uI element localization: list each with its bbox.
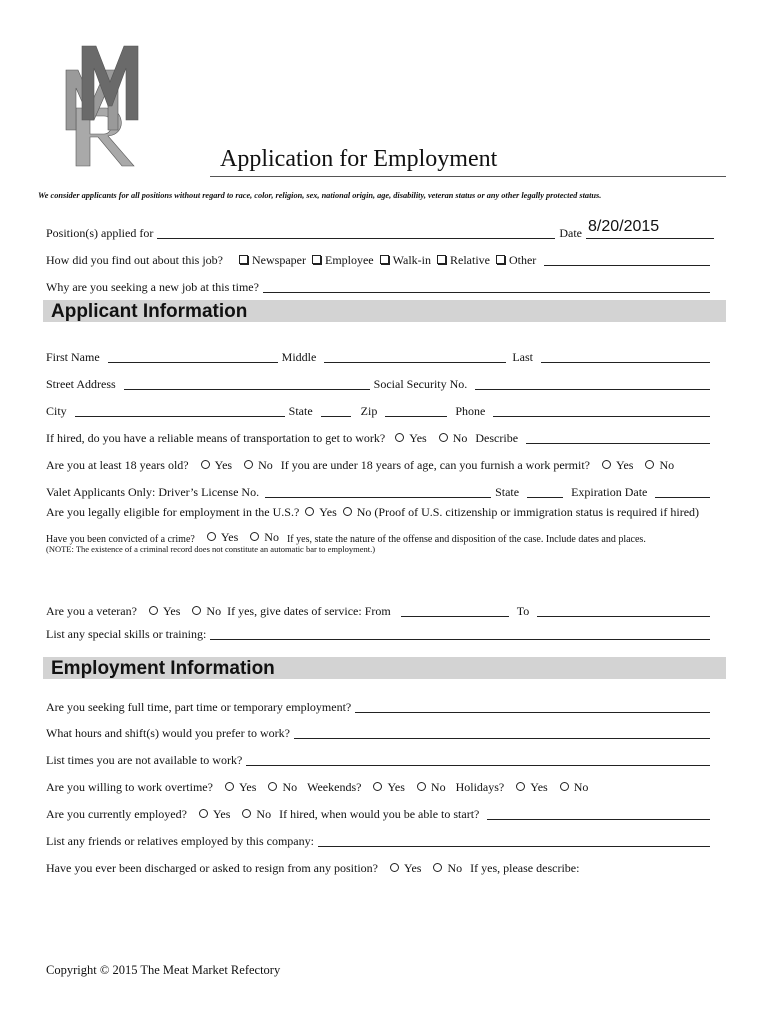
- last-label: Last: [512, 350, 534, 364]
- friends-field[interactable]: [318, 835, 710, 847]
- title-rule: [210, 176, 726, 177]
- discharged-yes[interactable]: [390, 861, 421, 876]
- start-field[interactable]: [487, 808, 710, 820]
- convicted-yes[interactable]: [207, 530, 238, 545]
- option-label: Newspaper: [252, 253, 306, 267]
- radio-icon: [602, 460, 611, 469]
- veteran-row: [46, 603, 714, 619]
- radio-icon: [516, 782, 525, 791]
- checkbox-icon: [312, 255, 321, 264]
- no-label: No: [430, 780, 446, 794]
- radio-icon: [225, 782, 234, 791]
- age-row: [46, 457, 714, 473]
- no-label: No: [573, 780, 589, 794]
- option-label: Relative: [450, 253, 490, 267]
- ssn-label: Social Security No.: [373, 377, 468, 391]
- overtime-no[interactable]: [268, 780, 297, 795]
- yes-label: Yes: [220, 530, 239, 544]
- employment-type-label: Are you seeking full time, part time or temporary employment?: [46, 700, 352, 714]
- position-row: [46, 218, 714, 241]
- yes-label: Yes: [319, 505, 337, 519]
- no-label: No (Proof of U.S. citizenship or immigration status is required if hired): [356, 505, 700, 519]
- start-question: If hired, when would you be able to start?: [279, 807, 480, 821]
- no-label: No: [452, 431, 468, 445]
- valet-row: [46, 484, 714, 500]
- veteran-no[interactable]: [192, 604, 221, 619]
- copyright-text: Copyright © 2015 The Meat Market Refectory: [46, 963, 281, 977]
- eligible-yes[interactable]: [305, 505, 336, 520]
- yes-label: Yes: [530, 780, 548, 794]
- radio-icon: [433, 863, 442, 872]
- license-state-label: State: [495, 485, 520, 499]
- service-to-label: To: [516, 604, 530, 618]
- veteran-question: Are you a veteran?: [46, 604, 137, 618]
- phone-label: Phone: [455, 404, 486, 418]
- yes-label: Yes: [615, 458, 634, 472]
- radio-icon: [250, 532, 259, 541]
- yes-label: Yes: [404, 861, 422, 875]
- other-field[interactable]: [544, 254, 710, 266]
- no-label: No: [659, 458, 675, 472]
- friends-label: List any friends or relatives employed by this company:: [46, 834, 314, 848]
- convicted-row: [46, 529, 714, 545]
- employed-no[interactable]: [242, 807, 271, 822]
- weekends-question: Weekends?: [307, 780, 362, 794]
- radio-icon: [268, 782, 277, 791]
- no-label: No: [282, 780, 298, 794]
- state-field[interactable]: [321, 405, 351, 417]
- permit-question: If you are under 18 years of age, can you furnish a work permit?: [280, 458, 590, 472]
- holidays-yes[interactable]: [516, 780, 547, 795]
- license-field[interactable]: [265, 486, 491, 498]
- eligible-question: Are you legally eligible for employment in the U.S.?: [46, 505, 300, 519]
- yes-label: Yes: [214, 458, 233, 472]
- date-value: 8/20/2015: [588, 218, 660, 235]
- first-name-field[interactable]: [108, 351, 278, 363]
- unavailable-row: [46, 752, 714, 768]
- position-field[interactable]: [157, 227, 555, 239]
- describe-field[interactable]: [526, 432, 710, 444]
- name-row: [46, 349, 714, 365]
- discharged-row: [46, 860, 714, 876]
- discharged-question: Have you ever been discharged or asked to resign from any position?: [46, 861, 379, 875]
- radio-icon: [417, 782, 426, 791]
- phone-field[interactable]: [493, 405, 710, 417]
- license-label: Valet Applicants Only: Driver’s License No.: [46, 485, 260, 499]
- radio-icon: [199, 809, 208, 818]
- option-label: Walk-in: [392, 253, 431, 267]
- employed-row: [46, 806, 714, 822]
- street-label: Street Address: [46, 377, 116, 391]
- company-logo: [62, 42, 146, 170]
- skills-row: [46, 626, 714, 642]
- radio-icon: [242, 809, 251, 818]
- hours-label: What hours and shift(s) would you prefer to work?: [46, 726, 290, 740]
- middle-field[interactable]: [324, 351, 506, 363]
- expiration-field[interactable]: [655, 486, 710, 498]
- overtime-question: Are you willing to work overtime?: [46, 780, 213, 794]
- radio-icon: [305, 507, 314, 516]
- weekends-yes[interactable]: [373, 780, 404, 795]
- skills-label: List any special skills or training:: [46, 627, 207, 641]
- convicted-question: Have you been convicted of a crime?: [46, 534, 195, 545]
- overtime-yes[interactable]: [225, 780, 256, 795]
- date-field[interactable]: [586, 218, 714, 239]
- radio-icon: [645, 460, 654, 469]
- employment-type-field[interactable]: [355, 701, 710, 713]
- radio-icon: [439, 433, 448, 442]
- yes-label: Yes: [409, 431, 427, 445]
- why-label: Why are you seeking a new job at this time?: [46, 280, 259, 294]
- service-from-field[interactable]: [401, 605, 509, 617]
- employment-type-row: [46, 699, 714, 715]
- age-question: Are you at least 18 years old?: [46, 458, 189, 472]
- no-label: No: [264, 530, 279, 544]
- transport-no[interactable]: [439, 431, 468, 446]
- skills-field[interactable]: [210, 628, 710, 640]
- convicted-no[interactable]: [250, 530, 279, 545]
- age-no[interactable]: [244, 458, 273, 473]
- position-label: Position(s) applied for: [46, 226, 154, 240]
- middle-label: Middle: [281, 350, 317, 364]
- unavailable-label: List times you are not available to work?: [46, 753, 243, 767]
- radio-icon: [207, 532, 216, 541]
- employed-yes[interactable]: [199, 807, 230, 822]
- address-row: [46, 376, 714, 392]
- employed-question: Are you currently employed?: [46, 807, 187, 821]
- hours-field[interactable]: [294, 727, 710, 739]
- date-label: Date: [559, 226, 582, 240]
- eligible-row: [46, 504, 714, 520]
- transport-question: If hired, do you have a reliable means of transportation to get to work?: [46, 431, 386, 445]
- employment-section-header: [43, 657, 726, 679]
- convicted-note: If yes, state the nature of the offense and disposition of the case. Include dates and places.: [286, 534, 646, 545]
- checkbox-icon: [380, 255, 389, 264]
- find-row: [46, 252, 714, 268]
- radio-icon: [373, 782, 382, 791]
- radio-icon: [390, 863, 399, 872]
- veteran-yes[interactable]: [149, 604, 180, 619]
- yes-label: Yes: [387, 780, 405, 794]
- transport-yes[interactable]: [395, 431, 426, 446]
- radio-icon: [149, 606, 158, 615]
- weekends-no[interactable]: [417, 780, 446, 795]
- applicant-section-header: [43, 300, 726, 322]
- zip-label: Zip: [360, 404, 378, 418]
- city-field[interactable]: [75, 405, 285, 417]
- radio-icon: [343, 507, 352, 516]
- walkin-option[interactable]: [380, 253, 431, 268]
- no-label: No: [258, 458, 273, 472]
- service-to-field[interactable]: [537, 605, 710, 617]
- criminal-record-note: (NOTE: The existence of a criminal record does not constitute an automatic bar to employment.): [46, 544, 376, 554]
- discharged-no[interactable]: [433, 861, 462, 876]
- checkbox-icon: [239, 255, 248, 264]
- no-label: No: [206, 604, 222, 618]
- zip-field[interactable]: [385, 405, 447, 417]
- transport-row: [46, 430, 714, 446]
- no-label: No: [447, 861, 463, 875]
- holidays-question: Holidays?: [455, 780, 505, 794]
- ssn-field[interactable]: [475, 378, 710, 390]
- why-row: [46, 279, 714, 295]
- age-yes[interactable]: [201, 458, 232, 473]
- radio-icon: [395, 433, 404, 442]
- permit-yes[interactable]: [602, 458, 633, 473]
- yes-label: Yes: [212, 807, 231, 821]
- describe-label: Describe: [475, 431, 519, 445]
- eligible-no[interactable]: [343, 505, 699, 520]
- section-heading: Employment Information: [51, 658, 275, 679]
- no-label: No: [256, 807, 272, 821]
- yes-label: Yes: [162, 604, 181, 618]
- license-state-field[interactable]: [527, 486, 563, 498]
- city-row: [46, 403, 714, 419]
- radio-icon: [201, 460, 210, 469]
- street-field[interactable]: [124, 378, 370, 390]
- disclaimer-text: We consider applicants for all positions without regard to race, color, religion, sex, national origin, age, disability, veteran status or any other legally protected status.: [38, 191, 602, 200]
- expiration-label: Expiration Date: [571, 485, 648, 499]
- unavailable-field[interactable]: [246, 754, 710, 766]
- other-option[interactable]: [496, 253, 536, 268]
- option-label: Other: [508, 253, 537, 267]
- holidays-no[interactable]: [560, 780, 589, 795]
- radio-icon: [244, 460, 253, 469]
- checkbox-icon: [496, 255, 505, 264]
- city-label: City: [46, 404, 67, 418]
- last-field[interactable]: [541, 351, 710, 363]
- section-heading: Applicant Information: [51, 301, 248, 322]
- why-field[interactable]: [263, 281, 710, 293]
- discharged-describe-label: If yes, please describe:: [470, 861, 580, 875]
- permit-no[interactable]: [645, 458, 674, 473]
- find-label: How did you find out about this job?: [46, 253, 223, 267]
- state-label: State: [288, 404, 313, 418]
- overtime-row: [46, 779, 714, 795]
- option-label: Employee: [324, 253, 374, 267]
- employee-option[interactable]: [312, 253, 374, 268]
- newspaper-option[interactable]: [239, 253, 306, 268]
- hours-row: [46, 725, 714, 741]
- checkbox-icon: [437, 255, 446, 264]
- radio-icon: [192, 606, 201, 615]
- relative-option[interactable]: [437, 253, 490, 268]
- radio-icon: [560, 782, 569, 791]
- friends-row: [46, 833, 714, 849]
- service-dates-label: If yes, give dates of service: From: [227, 604, 391, 618]
- yes-label: Yes: [238, 780, 257, 794]
- page-title: Application for Employment: [220, 146, 498, 172]
- first-name-label: First Name: [46, 350, 100, 364]
